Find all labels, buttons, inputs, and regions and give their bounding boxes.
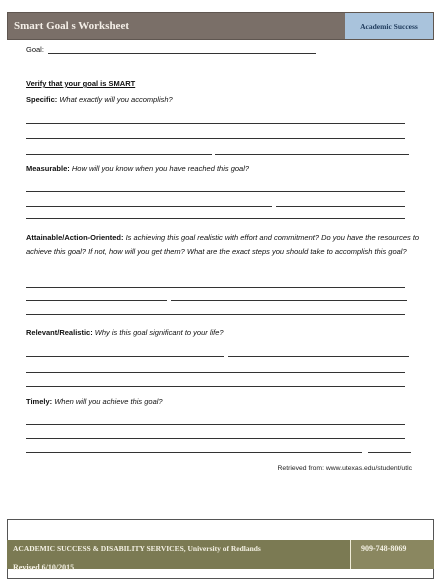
specific-answer-line[interactable]: [215, 154, 409, 155]
measurable-answer-line[interactable]: [26, 218, 405, 219]
measurable-answer-line[interactable]: [26, 206, 272, 207]
footer-phone-cell: [350, 540, 434, 569]
relevant-prompt: [26, 328, 224, 337]
specific-prompt: [26, 95, 173, 104]
measurable-prompt: [26, 164, 249, 173]
timely-label: Timely:: [26, 397, 53, 406]
relevant-answer-line[interactable]: [26, 356, 224, 357]
attainable-answer-line[interactable]: [171, 300, 407, 301]
attainable-answer-line[interactable]: [26, 287, 405, 288]
specific-question: What exactly will you accomplish?: [57, 95, 173, 104]
relevant-label: Relevant/Realistic:: [26, 328, 93, 337]
attainable-question: Is achieving this goal realistic with effort and commitment? Do you have the resources to achieve this goal? If not, how will you get them? What are the exact steps you should take to accomplish this goal?: [26, 233, 420, 256]
measurable-question: How will you know when you have reached this goal?: [69, 164, 250, 173]
timely-answer-line[interactable]: [26, 424, 405, 425]
footer-phone: 909-748-8069: [361, 544, 407, 553]
measurable-label: Measurable:: [26, 164, 70, 173]
timely-answer-line[interactable]: [26, 438, 405, 439]
timely-answer-line[interactable]: [26, 452, 362, 453]
timely-prompt: [26, 397, 163, 406]
timely-answer-line[interactable]: [368, 452, 411, 453]
attainable-answer-line[interactable]: [26, 300, 167, 301]
academic-success-badge: Academic Success: [345, 13, 433, 39]
timely-question: When will you achieve this goal?: [52, 397, 163, 406]
relevant-question: Why is this goal significant to your life?: [92, 328, 224, 337]
worksheet-header: [7, 12, 434, 40]
retrieved-source-note: Retrieved from: www.utexas.edu/student/utlc: [277, 465, 412, 472]
footer-organization: ACADEMIC SUCCESS & DISABILITY SERVICES, University of Redlands: [13, 544, 261, 553]
goal-answer-line[interactable]: [48, 53, 316, 54]
relevant-answer-line[interactable]: [26, 386, 405, 387]
measurable-answer-line[interactable]: [276, 206, 405, 207]
footer-revised-date: Revised 6/10/2015: [13, 563, 75, 572]
specific-answer-line[interactable]: [26, 123, 405, 124]
attainable-answer-line[interactable]: [26, 314, 405, 315]
smart-verify-heading: Verify that your goal is SMART: [26, 79, 136, 88]
specific-answer-line[interactable]: [26, 138, 405, 139]
attainable-label: Attainable/Action-Oriented:: [26, 233, 124, 242]
footer-bar: [7, 540, 434, 572]
relevant-answer-line[interactable]: [26, 372, 405, 373]
worksheet-title: Smart Goal s Worksheet: [14, 20, 129, 32]
specific-answer-line[interactable]: [26, 154, 212, 155]
specific-label: Specific:: [26, 95, 58, 104]
relevant-answer-line[interactable]: [228, 356, 409, 357]
measurable-answer-line[interactable]: [26, 191, 405, 192]
attainable-prompt: [26, 231, 421, 259]
goal-label: Goal:: [26, 45, 44, 54]
